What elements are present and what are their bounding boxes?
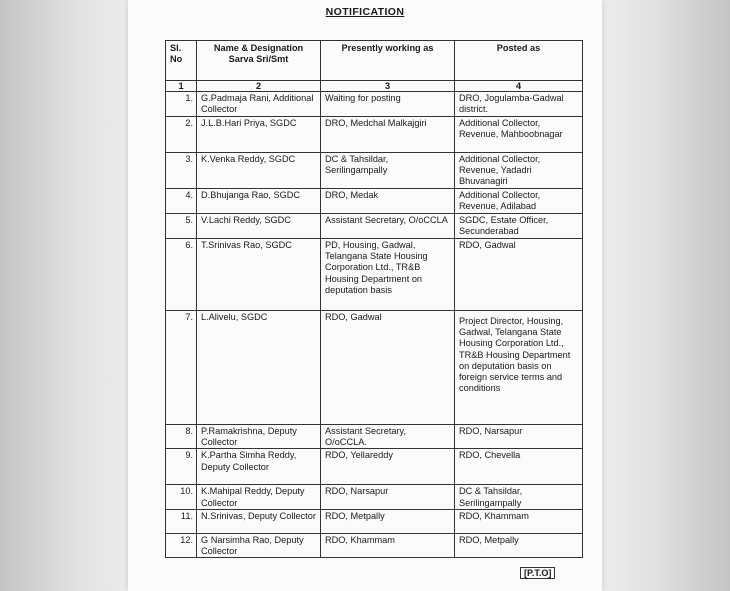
row-name: T.Srinivas Rao, SGDC xyxy=(197,239,321,311)
row-sl: 3. xyxy=(166,153,197,189)
row-posted: RDO, Chevella xyxy=(455,449,583,485)
row-sl: 5. xyxy=(166,214,197,239)
row-posted: RDO, Gadwal xyxy=(455,239,583,311)
row-name: J.L.B.Hari Priya, SGDC xyxy=(197,117,321,153)
row-sl: 11. xyxy=(166,509,197,533)
table-row xyxy=(166,509,583,533)
table-row xyxy=(166,485,583,509)
row-working: PD, Housing, Gadwal, Telangana State Housing Corporation Ltd., TR&B Housing Department on deputation basis xyxy=(321,239,455,311)
row-sl: 10. xyxy=(166,485,197,509)
table-row xyxy=(166,449,583,485)
row-posted: Project Director, Housing, Gadwal, Telangana State Housing Corporation Ltd., TR&B Housing Department on deputation basis on foreign service terms and conditions xyxy=(455,311,583,425)
row-name: L.Alivelu, SGDC xyxy=(197,311,321,425)
row-sl: 12. xyxy=(166,533,197,557)
header-sl-no: Sl. No xyxy=(166,41,197,81)
row-working: Assistant Secretary, O/oCCLA xyxy=(321,214,455,239)
table-row xyxy=(166,533,583,557)
table-row xyxy=(166,425,583,449)
row-name: N.Srinivas, Deputy Collector xyxy=(197,509,321,533)
row-working: DRO, Medchal Malkajgiri xyxy=(321,117,455,153)
row-working: DRO, Medak xyxy=(321,189,455,214)
row-sl: 4. xyxy=(166,189,197,214)
row-posted: RDO, Khammam xyxy=(455,509,583,533)
row-working: RDO, Khammam xyxy=(321,533,455,557)
header-name-designation: Name & Designation Sarva Sri/Smt xyxy=(197,41,321,81)
column-number: 4 xyxy=(455,81,583,92)
row-posted: DC & Tahsildar, Serilingampally xyxy=(455,485,583,509)
table-row xyxy=(166,92,583,117)
row-name: K.Mahipal Reddy, Deputy Collector xyxy=(197,485,321,509)
document-page xyxy=(128,0,602,591)
table-row xyxy=(166,117,583,153)
row-working: RDO, Metpally xyxy=(321,509,455,533)
table-row xyxy=(166,214,583,239)
row-working: DC & Tahsildar, Serilingampally xyxy=(321,153,455,189)
document-title: NOTIFICATION xyxy=(325,6,405,18)
row-name: K.Venka Reddy, SGDC xyxy=(197,153,321,189)
table-row xyxy=(166,311,583,425)
row-working: Waiting for posting xyxy=(321,92,455,117)
row-posted: Additional Collector, Revenue, Yadadri Bhuvanagiri xyxy=(455,153,583,189)
row-sl: 8. xyxy=(166,425,197,449)
row-name: D.Bhujanga Rao, SGDC xyxy=(197,189,321,214)
column-number: 2 xyxy=(197,81,321,92)
row-working: Assistant Secretary, O/oCCLA. xyxy=(321,425,455,449)
row-sl: 7. xyxy=(166,311,197,425)
row-name: P.Ramakrishna, Deputy Collector xyxy=(197,425,321,449)
row-sl: 9. xyxy=(166,449,197,485)
row-working: RDO, Yellareddy xyxy=(321,449,455,485)
background-left xyxy=(0,0,128,591)
row-posted: RDO, Metpally xyxy=(455,533,583,557)
row-name: G Narsimha Rao, Deputy Collector xyxy=(197,533,321,557)
row-sl: 1. xyxy=(166,92,197,117)
row-name: V.Lachi Reddy, SGDC xyxy=(197,214,321,239)
table-row xyxy=(166,189,583,214)
posting-table xyxy=(165,40,583,558)
column-number: 3 xyxy=(321,81,455,92)
row-sl: 2. xyxy=(166,117,197,153)
header-posted-as: Posted as xyxy=(455,41,583,81)
row-working: RDO, Gadwal xyxy=(321,311,455,425)
table-row xyxy=(166,153,583,189)
row-name: K.Partha Simha Reddy, Deputy Collector xyxy=(197,449,321,485)
header-presently-working: Presently working as xyxy=(321,41,455,81)
row-posted: DRO, Jogulamba-Gadwal district. xyxy=(455,92,583,117)
table-row xyxy=(166,239,583,311)
row-posted: Additional Collector, Revenue, Mahboobnagar xyxy=(455,117,583,153)
background-right xyxy=(602,0,730,591)
row-sl: 6. xyxy=(166,239,197,311)
row-posted: RDO, Narsapur xyxy=(455,425,583,449)
pto-label: [P.T.O] xyxy=(520,567,555,579)
column-number: 1 xyxy=(166,81,197,92)
row-posted: SGDC, Estate Officer, Secunderabad xyxy=(455,214,583,239)
row-posted: Additional Collector, Revenue, Adilabad xyxy=(455,189,583,214)
row-working: RDO, Narsapur xyxy=(321,485,455,509)
row-name: G.Padmaja Rani, Additional Collector xyxy=(197,92,321,117)
